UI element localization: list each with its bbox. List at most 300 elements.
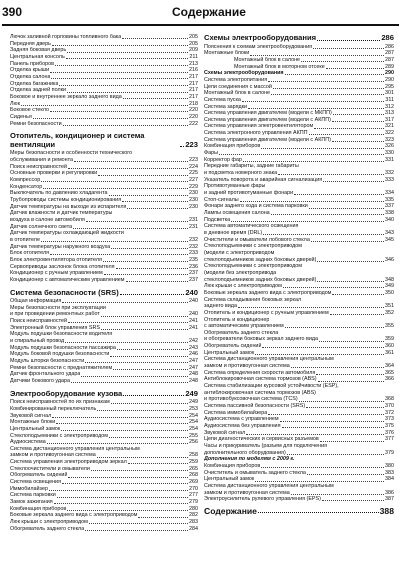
page-ref: 235 (189, 256, 198, 263)
toc-entry (204, 84, 394, 91)
entry-title: Компрессор (10, 177, 41, 183)
toc-entry (204, 237, 394, 244)
toc-entry (10, 479, 198, 486)
toc-entry (204, 157, 394, 164)
leader-dots (323, 181, 384, 182)
toc-entry (204, 396, 394, 403)
toc-entry (204, 137, 394, 144)
leader-dots (313, 48, 384, 49)
page-ref: 377 (385, 436, 394, 443)
page-ref: 223 (185, 139, 198, 149)
entry-title: Задняя боковая дверь (10, 47, 67, 54)
toc-entry (10, 164, 198, 171)
leader-dots (122, 201, 188, 202)
entry-title: Стоп-сигналы (204, 196, 239, 203)
page-ref: 380 (385, 462, 394, 469)
leader-dots (68, 477, 188, 478)
entry-title: Система автоматического освещения (204, 223, 299, 230)
toc-entry (204, 403, 394, 410)
toc-column-left (10, 34, 198, 532)
leader-dots (326, 68, 384, 69)
entry-title: Электронный блок управления SRS (10, 324, 100, 331)
leader-dots (255, 354, 384, 355)
entry-title: Система иммобилайзера (204, 409, 268, 416)
toc-entry (204, 476, 394, 483)
toc-entry (204, 470, 394, 477)
entry-title: Система управления двигателем (модели с АКПП) (204, 116, 331, 123)
page-ref: 286 (385, 43, 394, 50)
toc-entry (204, 177, 394, 184)
toc-entry (10, 54, 198, 61)
entry-title: Иммобилайзер (10, 485, 48, 492)
toc-entry (204, 110, 394, 117)
toc-entry (10, 177, 198, 184)
toc-column-right (204, 34, 394, 516)
entry-title: Система пассивной безопасности (SRS) (204, 403, 306, 410)
toc-entry (10, 107, 198, 114)
page-ref: 236 (189, 263, 198, 270)
leader-dots (67, 510, 188, 511)
leader-dots (128, 463, 188, 464)
toc-entry (10, 270, 198, 277)
toc-entry (204, 416, 394, 423)
entry-title: замком и противоугонная система (204, 363, 290, 370)
leader-dots (291, 367, 384, 368)
entry-title: стеклоподъемников задних боковых дверей) (204, 256, 317, 263)
entry-title: Модуль шторки безопасности (10, 358, 85, 364)
toc-entry (10, 492, 198, 499)
page-ref: 249 (189, 399, 198, 406)
entry-title: Люк крыши с электроприводом (204, 283, 282, 290)
section-title: Схемы электрооборудования (204, 33, 317, 42)
toc-entry (204, 343, 394, 350)
leader-dots (49, 490, 188, 491)
page-ref: 282 (189, 512, 198, 519)
entry-title: Модуль подушки безопасности водителя (10, 331, 113, 338)
leader-dots (291, 494, 384, 495)
leader-dots (268, 81, 384, 82)
page-ref: 340 (385, 216, 394, 223)
leader-dots (67, 52, 188, 53)
page-ref: 232 (189, 236, 198, 243)
leader-dots (89, 523, 188, 524)
leader-dots (123, 98, 188, 99)
page-title: Содержание (172, 5, 246, 19)
page-ref: 346 (385, 256, 394, 263)
page-ref: 386 (385, 489, 394, 496)
leader-dots (294, 194, 384, 195)
leader-dots (231, 221, 384, 222)
entry-title: Фары (204, 150, 218, 157)
entry-title: воздуха в салоне автомобиля (10, 216, 85, 223)
toc-entry (10, 519, 198, 526)
entry-title: Схемы электрооборудования (204, 70, 284, 77)
leader-dots (68, 322, 188, 323)
entry-title: Указатель поворота и аварийная сигнализация (204, 176, 323, 183)
entry-title: и противобуксовочная система (TCS) (204, 396, 298, 403)
toc-entry (10, 305, 198, 312)
page-ref: 220 (189, 113, 198, 120)
leader-dots (261, 467, 384, 468)
entry-title: Датчик температуры охлаждающей жидкости (10, 230, 124, 237)
leader-dots (67, 92, 188, 93)
leader-dots (248, 108, 384, 109)
entry-title: обслуживания и ремонта (10, 157, 74, 164)
toc-entry (10, 237, 198, 244)
page-ref: 295 (385, 83, 394, 90)
leader-dots (74, 161, 188, 162)
toc-entry (204, 117, 394, 124)
page-ref: 287 (385, 50, 394, 57)
toc-entry (10, 365, 198, 372)
entry-title: (модели с электроприводом (204, 249, 275, 256)
leader-dots (287, 454, 384, 455)
entry-title: Стеклоподъемники с электроприводом (204, 243, 302, 250)
leader-dots (332, 121, 384, 122)
entry-title: и при проведении ремонтных работ (10, 311, 100, 318)
toc-entry (204, 363, 394, 370)
entry-title: Центральная консоль (10, 53, 65, 60)
toc-entry (10, 311, 198, 318)
entry-title: Система управления электроприводом зеркал (10, 459, 127, 466)
page-ref: 286 (381, 33, 394, 42)
entry-title: Поиск неисправностей (10, 163, 67, 170)
leader-dots (85, 530, 188, 531)
toc-entry (204, 143, 394, 150)
entry-title: Модуль боковой подушки безопасности (10, 351, 110, 358)
page-ref: 351 (385, 303, 394, 310)
leader-dots (314, 128, 384, 129)
entry-title: Дополнения по моделям с 2009 г. (204, 456, 295, 463)
toc-entry (204, 490, 394, 497)
toc-entry (10, 506, 198, 513)
page-ref: 224 (189, 163, 198, 170)
page-ref: 321 (385, 123, 394, 130)
entry-title: Замок зажигания (10, 499, 53, 506)
page-header (0, 0, 403, 30)
toc-entry (10, 210, 198, 217)
toc-section-heading (10, 289, 198, 298)
toc-entry (10, 101, 198, 108)
entry-title: Аудиосистема без управления (204, 423, 281, 429)
page-ref: 365 (385, 369, 394, 376)
toc-entry (204, 376, 394, 383)
entry-title: Трубопроводы системы кондиционирования (10, 196, 122, 203)
leader-dots (97, 410, 188, 411)
toc-entry (204, 50, 394, 57)
toc-entry (10, 150, 198, 157)
entry-title: Выключатель по давлению хладагента (10, 190, 108, 197)
leader-dots (319, 341, 384, 342)
page-ref: 370 (385, 403, 394, 410)
leader-dots (111, 403, 188, 404)
leader-dots (54, 503, 188, 504)
leader-dots (258, 512, 379, 513)
leader-dots (52, 417, 188, 418)
toc-entry (204, 303, 394, 310)
toc-entry (204, 97, 394, 104)
page-ref: 237 (189, 276, 198, 283)
toc-entry (204, 77, 394, 84)
entry-title: Датчик влажности и датчик температуры (10, 210, 113, 217)
leader-dots (126, 281, 188, 282)
toc-entry (10, 325, 198, 332)
entry-title: Звуковой сигнал (204, 429, 246, 436)
entry-title: Боковые зеркала заднего вида с электроприводом (10, 512, 138, 519)
toc-entry (204, 463, 394, 470)
leader-dots (318, 381, 384, 382)
page-ref: 218 (189, 100, 198, 107)
page-ref: 360 (385, 343, 394, 350)
page-ref: 289 (385, 63, 394, 70)
entry-title: заднего вида (204, 303, 237, 310)
entry-title: Блок отопителя (10, 250, 50, 257)
entry-title: Система управления двигателем (модели с МКПП) (204, 110, 332, 117)
leader-dots (65, 342, 188, 343)
leader-dots (21, 105, 188, 106)
toc-entry (10, 406, 198, 413)
entry-title: Система электропитания (204, 76, 268, 83)
leader-dots (309, 208, 384, 209)
leader-dots (333, 114, 384, 115)
entry-title: Панель приборов (10, 60, 54, 67)
leader-dots (278, 174, 384, 175)
toc-entry (10, 277, 198, 284)
page-ref: 334 (385, 190, 394, 197)
toc-entry (10, 472, 198, 479)
page-ref: 368 (385, 396, 394, 403)
toc-entry (10, 358, 198, 365)
toc-entry (204, 217, 394, 224)
page-ref: 283 (189, 519, 198, 526)
page-ref: 290 (385, 76, 394, 83)
leader-dots (243, 161, 384, 162)
toc-entry (10, 224, 198, 231)
leader-dots (33, 118, 188, 119)
page-ref: 217 (189, 73, 198, 80)
entry-title: Датчик фронтального удара (10, 371, 81, 378)
page-ref: 248 (189, 371, 198, 378)
entry-title: Центральный замок (204, 349, 255, 356)
toc-entry (204, 183, 394, 190)
page-ref: 350 (385, 289, 394, 296)
entry-title: Комбинация приборов (204, 143, 261, 150)
page-ref: 317 (385, 116, 394, 123)
toc-entry (204, 243, 394, 250)
page-ref: 364 (385, 363, 394, 370)
toc-entry (10, 74, 198, 81)
entry-title: дополнительного оборудования) (204, 449, 286, 456)
toc-entry (204, 57, 394, 64)
entry-title: Подсветка (204, 216, 231, 223)
leader-dots (56, 423, 188, 424)
leader-dots (111, 248, 188, 249)
toc-entry (204, 70, 394, 77)
toc-section-heading (10, 132, 198, 149)
entry-title: Цепи соединения с массой (204, 83, 272, 90)
leader-dots (268, 414, 384, 415)
toc-entry (10, 190, 198, 197)
page-ref: 253 (189, 405, 198, 412)
toc-entry (10, 331, 198, 338)
toc-entry (10, 459, 198, 466)
toc-entry (10, 351, 198, 358)
leader-dots (52, 45, 188, 46)
entry-title: Меры безопасности и особенности технического (10, 150, 133, 157)
page-ref: 287 (385, 56, 394, 63)
entry-title: Боковое стекло (10, 107, 49, 114)
toc-entry (10, 499, 198, 506)
section-title: Электрооборудование кузова (10, 388, 123, 398)
leader-dots (332, 294, 384, 295)
page-ref: 254 (189, 425, 198, 432)
toc-entry (10, 34, 198, 41)
toc-entry (204, 297, 394, 304)
entry-title: Передние габариты, задние габариты (204, 163, 299, 170)
toc-entry (204, 330, 394, 337)
entry-title: Боковые зеркала заднего вида с электроприводом (204, 289, 332, 296)
toc-entry (204, 450, 394, 457)
entry-title: Боковое и внутреннее зеркало заднего вида (10, 93, 122, 100)
toc-entry (10, 67, 198, 74)
toc-entry (204, 443, 394, 450)
page-ref: 335 (385, 196, 394, 203)
toc-entry (204, 277, 394, 284)
toc-section-heading (10, 390, 198, 399)
leader-dots (138, 517, 188, 518)
leader-dots (262, 347, 384, 348)
leader-dots (271, 94, 384, 95)
leader-dots (61, 430, 188, 431)
page-ref: 254 (189, 412, 198, 419)
page-ref: 255 (189, 432, 198, 439)
leader-dots (127, 208, 188, 209)
toc-entry (10, 466, 198, 473)
leader-dots (311, 241, 384, 242)
leader-dots (47, 443, 188, 444)
page-ref: 326 (385, 143, 394, 150)
entry-title: и подсветка номерного знака (204, 170, 278, 177)
entry-title: Система стабилизации курсовой устойчивости (ESP), (204, 383, 339, 390)
leader-dots (81, 376, 188, 377)
entry-title: Лючок заливной горловины топливного бака (10, 34, 122, 40)
page-ref: 231 (189, 223, 198, 230)
entry-title: Отопитель и кондиционер (204, 316, 270, 323)
entry-title: Противотуманные фары (204, 183, 266, 190)
leader-dots (104, 274, 188, 275)
toc-entry (10, 298, 198, 305)
leader-dots (285, 327, 384, 328)
toc-entry (204, 350, 394, 357)
toc-entry (204, 190, 394, 197)
leader-dots (62, 302, 188, 303)
page-ref: 280 (189, 505, 198, 512)
leader-dots (101, 329, 188, 330)
toc-entry (10, 170, 198, 177)
entry-title: стеклоподъемников задних боковых дверей) (204, 276, 317, 283)
leader-dots (51, 78, 188, 79)
leader-dots (50, 254, 188, 255)
entry-title: Часы и прикуриватель (разъем для подключения (204, 442, 328, 449)
toc-entry (204, 290, 394, 297)
entry-title: Отделка крыши (10, 67, 50, 74)
leader-dots (283, 287, 384, 288)
page-ref: 330 (385, 150, 394, 157)
leader-dots (123, 395, 184, 396)
entry-title: Кондиционер с автоматическим управлением (10, 276, 125, 283)
page-ref: 331 (385, 156, 394, 163)
entry-title: Конденсатор (10, 183, 43, 190)
toc-entry (10, 41, 198, 48)
entry-title: антиблокировочная система тормозов (ABS) (204, 389, 316, 396)
toc-entry (204, 170, 394, 177)
page-ref: 379 (385, 449, 394, 456)
section-title: Система безопасности (SRS) (10, 287, 119, 297)
toc-entry (10, 257, 198, 264)
toc-entry (204, 64, 394, 71)
page-ref: 375 (385, 423, 394, 429)
leader-dots (301, 61, 384, 62)
entry-title: Люк (10, 100, 20, 107)
entry-title: Обогреватель сидений (204, 343, 262, 350)
toc-entry (10, 244, 198, 251)
toc-entry (10, 197, 198, 204)
page-ref: 284 (189, 525, 198, 532)
toc-entry (10, 81, 198, 88)
entry-title: Система парковки (10, 492, 56, 499)
page-ref: 259 (189, 459, 198, 466)
leader-dots (91, 470, 188, 471)
toc-entry (10, 399, 198, 406)
leader-dots (309, 134, 384, 135)
entry-title: Очистители и омыватели лобового стекла (204, 236, 310, 243)
entry-title: Сиденья (10, 113, 32, 120)
toc-entry (10, 318, 198, 325)
page-ref: 223 (189, 157, 198, 164)
toc-entry (10, 264, 198, 271)
entry-title: Фонари заднего хода и система парковки (204, 203, 308, 210)
leader-dots (50, 111, 188, 112)
toc-section-heading (204, 34, 394, 43)
entry-title: Система управления двигателем (модели с АКПП) (204, 136, 331, 143)
toc-entry (204, 44, 394, 51)
entry-title: Звуковой сигнал (10, 412, 52, 419)
page-ref: 258 (189, 452, 198, 459)
leader-dots (250, 55, 384, 56)
entry-title: Ремни безопасности (10, 120, 62, 127)
leader-dots (50, 72, 188, 73)
page-ref: 246 (189, 351, 198, 358)
toc-entry (10, 413, 198, 420)
entry-title: Датчик солнечного света (10, 223, 73, 230)
toc-entry (204, 423, 394, 430)
entry-title: и обогреватели боковых зеркал заднего вида (204, 336, 319, 343)
page-ref: 387 (385, 496, 394, 503)
page-ref: 247 (189, 364, 198, 371)
entry-title: Блок электровентилятора отопителя (10, 256, 102, 263)
page-ref: 313 (385, 110, 394, 117)
entry-title: и задний противотуманные фонари (204, 190, 294, 197)
leader-dots (59, 85, 188, 86)
page-ref: 220 (189, 107, 198, 114)
entry-title: Очиститель и омыватель заднего стекла (204, 469, 306, 476)
toc-section-heading (204, 507, 394, 516)
entry-title: Стеклоподъемники с электроприводом (204, 263, 302, 270)
entry-title: Отделка багажника (10, 80, 59, 87)
leader-dots (98, 175, 188, 176)
page-ref: 376 (385, 429, 394, 436)
page-ref: 361 (385, 349, 394, 356)
